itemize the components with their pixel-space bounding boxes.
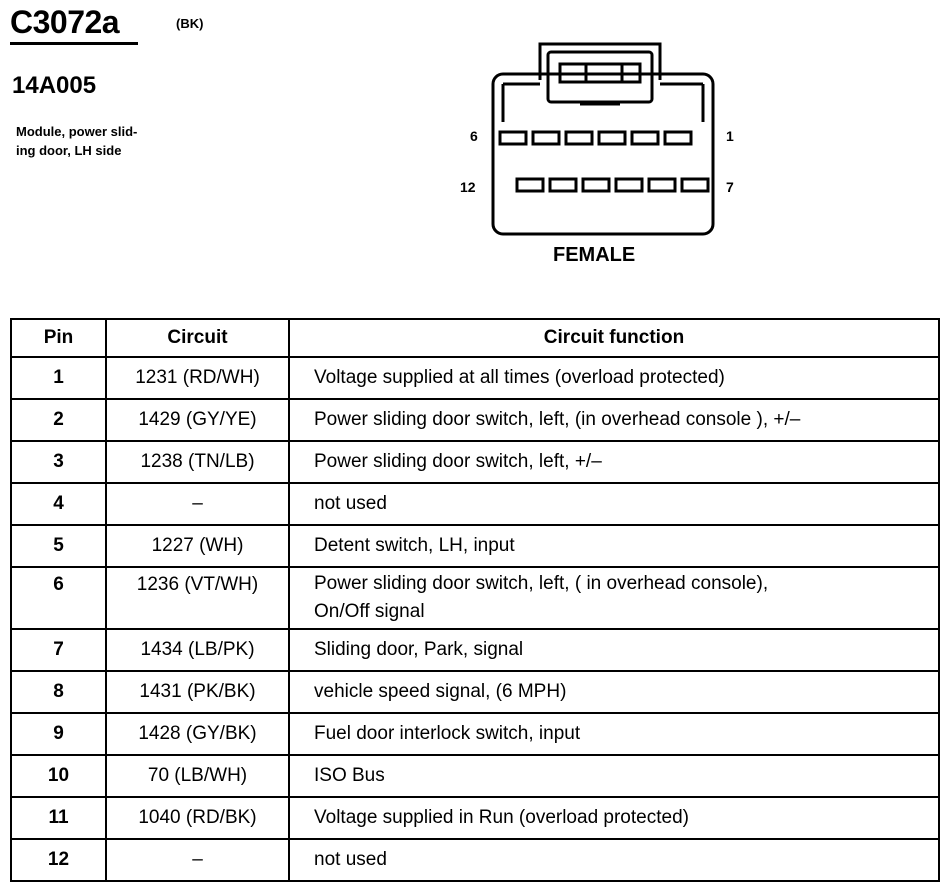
function-cell: Voltage supplied at all times (overload protected) [289, 357, 939, 399]
pin-cell: 6 [11, 567, 106, 629]
header-circuit: Circuit [106, 319, 289, 357]
table-row [11, 755, 939, 797]
cavity [599, 132, 625, 144]
circuit-cell: 1431 (PK/BK) [106, 671, 289, 713]
table-row [11, 441, 939, 483]
circuit-cell: – [106, 839, 289, 881]
circuit-cell: – [106, 483, 289, 525]
circuit-cell: 1040 (RD/BK) [106, 797, 289, 839]
function-cell: Fuel door interlock switch, input [289, 713, 939, 755]
header-pin: Pin [11, 319, 106, 357]
circuit-cell: 1238 (TN/LB) [106, 441, 289, 483]
table-row [11, 483, 939, 525]
pin-cell: 1 [11, 357, 106, 399]
connector-body [493, 74, 713, 234]
table-row [11, 525, 939, 567]
function-cell: vehicle speed signal, (6 MPH) [289, 671, 939, 713]
pin-cell: 8 [11, 671, 106, 713]
function-line-2: On/Off signal [314, 601, 425, 622]
pin-cell: 10 [11, 755, 106, 797]
pin-cell: 12 [11, 839, 106, 881]
pin-cell: 11 [11, 797, 106, 839]
part-number: 14A005 [12, 72, 97, 99]
table-row [11, 797, 939, 839]
function-cell: not used [289, 839, 939, 881]
circuit-cell: 1227 (WH) [106, 525, 289, 567]
header-circuit-function: Circuit function [289, 319, 939, 357]
table-row [11, 839, 939, 881]
pin-label-bottom-right: 7 [726, 179, 734, 195]
pin-cell: 9 [11, 713, 106, 755]
locking-tab-inner [548, 52, 652, 102]
circuit-cell: 1231 (RD/WH) [106, 357, 289, 399]
function-line-1: Power sliding door switch, left, ( in overhead console), [314, 573, 769, 594]
function-cell: Power sliding door switch, left, (in overhead console ), +/– [289, 399, 939, 441]
table-row [11, 671, 939, 713]
cavity [583, 179, 609, 191]
table-row [11, 399, 939, 441]
cavity [665, 132, 691, 144]
table-row [11, 357, 939, 399]
connector-id: C3072a [10, 4, 120, 40]
function-cell: ISO Bus [289, 755, 939, 797]
cavity [649, 179, 675, 191]
cavity [632, 132, 658, 144]
bottom-row-cavities [517, 179, 708, 191]
cavity [566, 132, 592, 144]
circuit-cell: 1434 (LB/PK) [106, 629, 289, 671]
top-row-cavities [500, 132, 691, 144]
circuit-cell: 1429 (GY/YE) [106, 399, 289, 441]
table-row [11, 567, 939, 629]
pinout-table [10, 318, 940, 882]
cavity [500, 132, 526, 144]
function-cell [289, 567, 939, 629]
pin-cell: 5 [11, 525, 106, 567]
cavity [550, 179, 576, 191]
function-cell: Voltage supplied in Run (overload protected) [289, 797, 939, 839]
table-row [11, 629, 939, 671]
connector-face-diagram [0, 0, 950, 300]
pin-cell: 7 [11, 629, 106, 671]
table-row [11, 713, 939, 755]
table-header-row [11, 319, 939, 357]
cavity [682, 179, 708, 191]
cavity [616, 179, 642, 191]
pin-cell: 4 [11, 483, 106, 525]
pin-label-top-right: 1 [726, 128, 734, 144]
pin-cell: 2 [11, 399, 106, 441]
function-cell: not used [289, 483, 939, 525]
connector-color-code: (BK) [176, 16, 204, 31]
description-line-2: ing door, LH side [16, 143, 122, 158]
cavity [517, 179, 543, 191]
circuit-cell: 1236 (VT/WH) [106, 567, 289, 629]
description-line-1: Module, power slid- [16, 124, 138, 139]
function-cell: Detent switch, LH, input [289, 525, 939, 567]
cavity [533, 132, 559, 144]
pin-label-bottom-left: 12 [460, 179, 476, 195]
connector-gender-label: FEMALE [553, 244, 636, 266]
function-cell: Power sliding door switch, left, +/– [289, 441, 939, 483]
circuit-cell: 70 (LB/WH) [106, 755, 289, 797]
function-cell: Sliding door, Park, signal [289, 629, 939, 671]
circuit-cell: 1428 (GY/BK) [106, 713, 289, 755]
pin-cell: 3 [11, 441, 106, 483]
pin-label-top-left: 6 [470, 128, 478, 144]
